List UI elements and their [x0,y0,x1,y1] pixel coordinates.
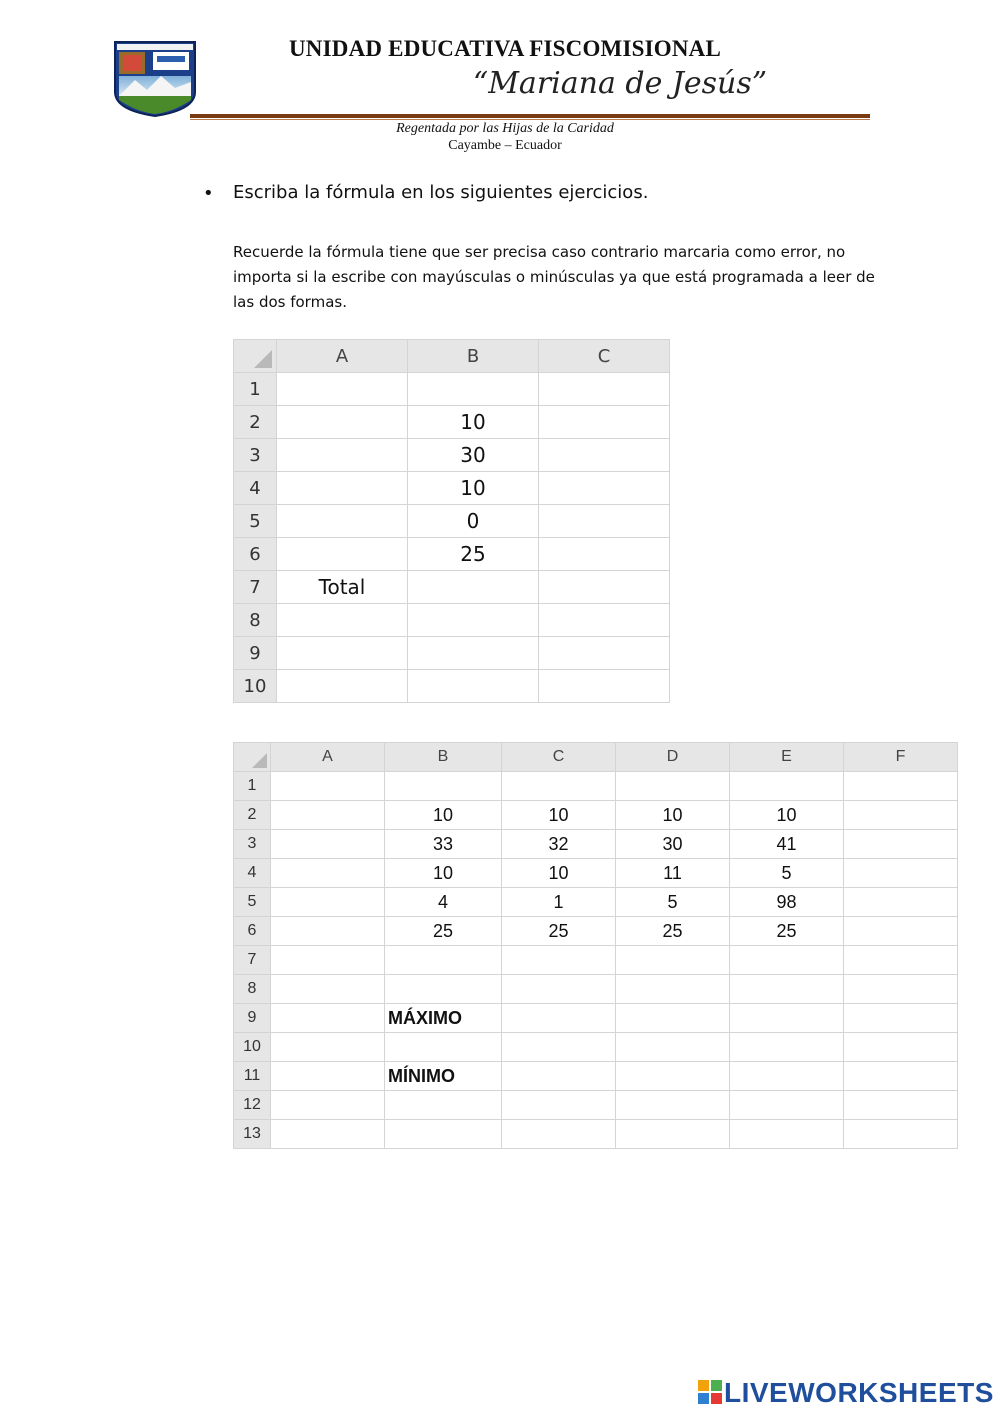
cell-b5: 0 [408,505,539,538]
cell-c5 [539,505,670,538]
cell [616,1091,730,1120]
cell [616,772,730,801]
cell: 5 [730,859,844,888]
header-rule-thin [190,119,870,120]
cell [271,859,385,888]
cell [844,859,958,888]
cell [844,1033,958,1062]
row-header: 4 [234,472,277,505]
cell [844,946,958,975]
cell-c4 [539,472,670,505]
cell: 4 [385,888,502,917]
spreadsheet-2 [233,742,958,1149]
cell [844,772,958,801]
row-header: 6 [234,538,277,571]
column-header: E [730,743,844,772]
cell [385,1091,502,1120]
cell [502,1120,616,1149]
cell [730,772,844,801]
cell-b2: 10 [408,406,539,439]
row-header: 2 [234,406,277,439]
cell [844,1004,958,1033]
cell: 30 [616,830,730,859]
cell-b9 [408,637,539,670]
cell: 10 [385,801,502,830]
school-crest-logo [113,40,197,118]
cell [616,1120,730,1149]
column-header: A [271,743,385,772]
school-subtitle: “Mariana de Jesús” [472,66,768,101]
corner-triangle-icon [252,753,267,768]
row-header: 10 [234,1033,271,1062]
column-header: C [539,340,670,373]
total-label-cell: Total [277,571,408,604]
minimo-answer-e[interactable] [730,1062,844,1091]
cell-a1 [277,373,408,406]
row-header: 3 [234,830,271,859]
select-all-corner [234,743,271,772]
cell [730,1033,844,1062]
cell [271,830,385,859]
row-header: 7 [234,571,277,604]
row-header: 12 [234,1091,271,1120]
cell-c8 [539,604,670,637]
header-rule [190,114,870,118]
cell [844,1062,958,1091]
corner-triangle-icon [254,350,272,368]
cell [502,772,616,801]
cell [616,1033,730,1062]
cell-c1 [539,373,670,406]
column-header: A [277,340,408,373]
cell: 10 [502,801,616,830]
column-header: C [502,743,616,772]
cell [271,801,385,830]
cell-a2 [277,406,408,439]
cell-a6 [277,538,408,571]
minimo-label: MÍNIMO [385,1062,502,1091]
column-header: B [408,340,539,373]
cell: 1 [502,888,616,917]
row-header: 3 [234,439,277,472]
cell: 10 [502,859,616,888]
maximo-answer-d[interactable] [616,1004,730,1033]
cell [385,772,502,801]
cell-a5 [277,505,408,538]
column-header: D [616,743,730,772]
cell [502,1091,616,1120]
regent-line: Regentada por las Hijas de la Caridad [396,121,614,136]
spreadsheet-1 [233,339,670,703]
cell-c2 [539,406,670,439]
minimo-answer-c[interactable] [502,1062,616,1091]
cell: 25 [616,917,730,946]
cell [271,1004,385,1033]
cell [844,801,958,830]
row-header: 5 [234,505,277,538]
cell: 25 [385,917,502,946]
cell [385,1033,502,1062]
liveworksheets-brand: LIVEWORKSHEETS [724,1377,994,1408]
total-answer-cell[interactable] [408,571,539,604]
maximo-label: MÁXIMO [385,1004,502,1033]
cell-a9 [277,637,408,670]
row-header: 6 [234,917,271,946]
cell [844,975,958,1004]
cell [844,1091,958,1120]
cell-c7 [539,571,670,604]
maximo-answer-c[interactable] [502,1004,616,1033]
cell [844,1120,958,1149]
maximo-answer-e[interactable] [730,1004,844,1033]
row-header: 1 [234,772,271,801]
row-header: 7 [234,946,271,975]
cell: 5 [616,888,730,917]
cell [271,1033,385,1062]
cell [385,1120,502,1149]
cell [271,1062,385,1091]
bullet-mark: • [203,183,214,204]
row-header: 1 [234,373,277,406]
cell-a10 [277,670,408,703]
cell-a8 [277,604,408,637]
cell: 32 [502,830,616,859]
cell-b1 [408,373,539,406]
cell-a3 [277,439,408,472]
cell-b6: 25 [408,538,539,571]
cell: 10 [385,859,502,888]
cell [502,1033,616,1062]
cell [844,888,958,917]
cell [271,946,385,975]
row-header: 9 [234,637,277,670]
cell [730,946,844,975]
row-header: 8 [234,975,271,1004]
cell-b3: 30 [408,439,539,472]
liveworksheets-logo-icon [698,1380,722,1404]
cell [616,946,730,975]
cell: 33 [385,830,502,859]
row-header: 4 [234,859,271,888]
cell-a4 [277,472,408,505]
instruction-note: Recuerde la fórmula tiene que ser precisa caso contrario marcaria como error, no importa si la escribe con mayúsculas o minúsculas ya que está programada a leer de las dos formas. [233,243,875,311]
cell [844,830,958,859]
cell: 25 [730,917,844,946]
cell-c9 [539,637,670,670]
cell [271,772,385,801]
minimo-answer-d[interactable] [616,1062,730,1091]
cell [730,1120,844,1149]
cell-b10 [408,670,539,703]
row-header: 2 [234,801,271,830]
cell-c6 [539,538,670,571]
cell [502,975,616,1004]
row-header: 10 [234,670,277,703]
cell [271,917,385,946]
cell: 10 [730,801,844,830]
cell-c3 [539,439,670,472]
cell: 98 [730,888,844,917]
school-name: UNIDAD EDUCATIVA FISCOMISIONAL [289,36,721,61]
row-header: 13 [234,1120,271,1149]
cell: 10 [616,801,730,830]
cell [730,1091,844,1120]
cell [730,975,844,1004]
cell [271,1091,385,1120]
cell [385,975,502,1004]
cell: 41 [730,830,844,859]
cell [385,946,502,975]
column-header: F [844,743,958,772]
cell-b4: 10 [408,472,539,505]
cell [271,1120,385,1149]
cell [616,975,730,1004]
city-line: Cayambe – Ecuador [448,138,562,153]
row-header: 11 [234,1062,271,1091]
cell: 11 [616,859,730,888]
row-header: 9 [234,1004,271,1033]
cell: 25 [502,917,616,946]
cell [844,917,958,946]
cell [271,888,385,917]
cell-c10 [539,670,670,703]
select-all-corner [234,340,277,373]
cell-b8 [408,604,539,637]
instruction-text: Escriba la fórmula en los siguientes ejercicios. [233,182,649,203]
row-header: 8 [234,604,277,637]
cell [271,975,385,1004]
row-header: 5 [234,888,271,917]
cell [502,946,616,975]
column-header: B [385,743,502,772]
